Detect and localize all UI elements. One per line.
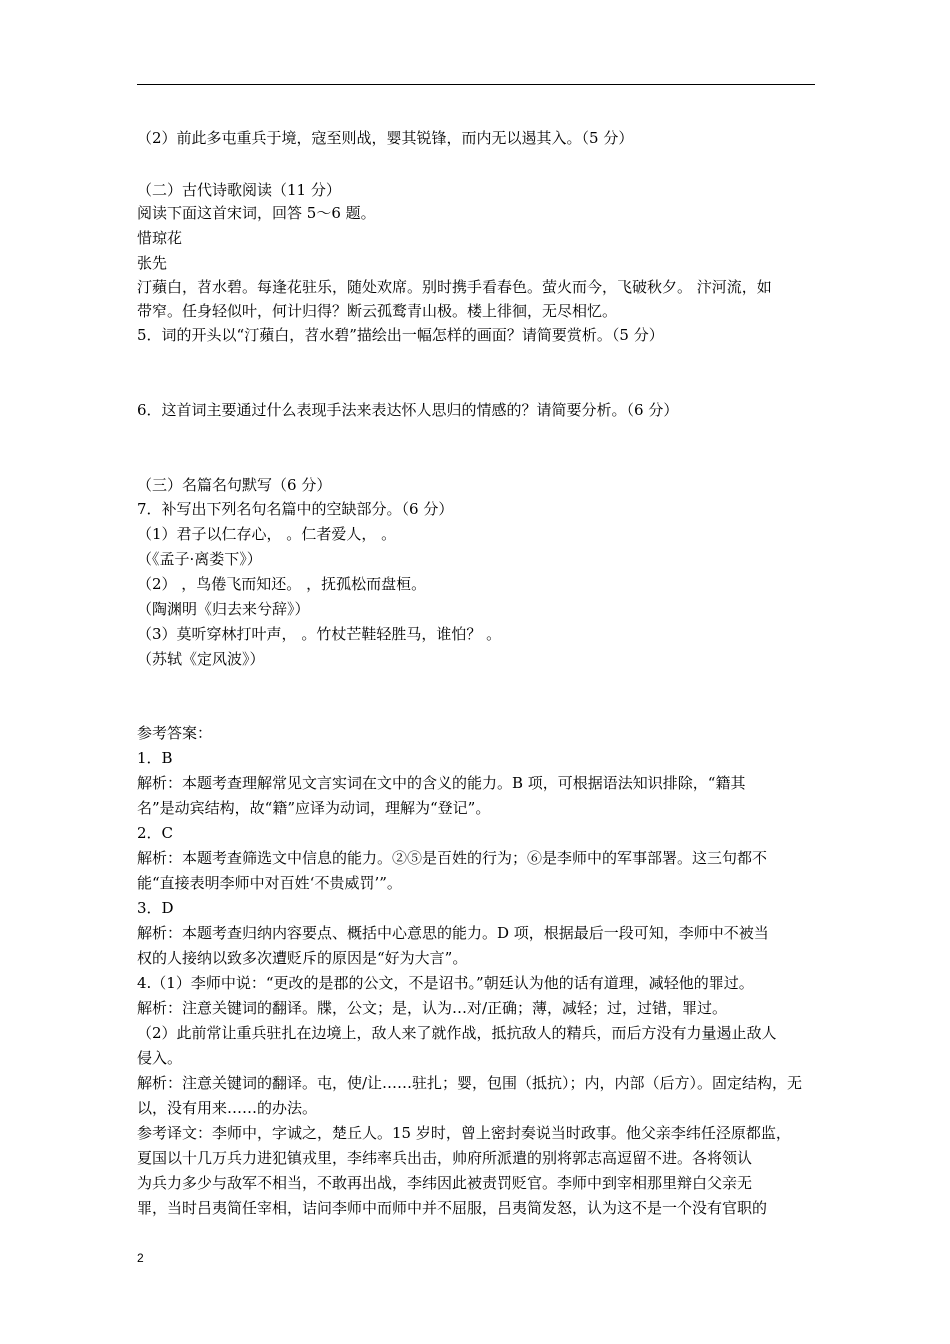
text-line: 3．D: [137, 899, 174, 917]
text-line: 为兵力多少与敌军不相当，不敢再出战，李纬因此被责罚贬官。李师中到宰相那里辩白父亲无: [137, 1174, 753, 1192]
text-line: 夏国以十几万兵力进犯镇戎里，李纬率兵出击，帅府所派遣的别将郭志高逗留不进。各将领认: [137, 1149, 753, 1167]
text-line: （2）前此多屯重兵于境，寇至则战，婴其锐锋，而内无以遏其入。（5 分）: [137, 129, 634, 147]
text-line: （2） ，鸟倦飞而知还。 ，抚孤松而盘桓。: [137, 575, 427, 593]
text-line: 参考答案：: [137, 724, 213, 742]
text-line: 解析：本题考查筛选文中信息的能力。②⑤是百姓的行为；⑥是李师中的军事部署。这三句都不: [137, 849, 768, 867]
text-line: 汀蘋白，苕水碧。每逢花驻乐，随处欢席。别时携手看春色。萤火而今，飞破秋夕。 汴河流，如: [137, 278, 772, 296]
text-line: （三）名篇名句默写（6 分）: [137, 476, 332, 494]
text-line: （《孟子·离娄下》）: [137, 550, 262, 568]
text-line: 名”是动宾结构，故“籍”应译为动词，理解为“登记”。: [137, 799, 491, 817]
text-line: 带窄。任身轻似叶，何计归得？断云孤鹜青山极。楼上徘徊，无尽相忆。: [137, 302, 618, 320]
text-line: 7．补写出下列名句名篇中的空缺部分。（6 分）: [137, 500, 454, 518]
text-line: 5．词的开头以“汀蘋白，苕水碧”描绘出一幅怎样的画面？请简要赏析。（5 分）: [137, 326, 664, 344]
text-line: 能“直接表明李师中对百姓‘不贵威罚’”。: [137, 874, 402, 892]
text-line: 惜琼花: [137, 229, 183, 247]
text-line: 6．这首词主要通过什么表现手法来表达怀人思归的情感的？请简要分析。（6 分）: [137, 401, 679, 419]
text-line: 解析：本题考查归纳内容要点、概括中心意思的能力。D 项，根据最后一段可知，李师中不被当: [137, 924, 769, 942]
text-line: 解析：本题考查理解常见文言实词在文中的含义的能力。B 项，可根据语法知识排除，“籍其: [137, 774, 746, 792]
text-line: 权的人接纳以致多次遭贬斥的原因是“好为大言”。: [137, 949, 468, 967]
text-line: 参考译文：李师中，字诚之，楚丘人。15 岁时，曾上密封奏说当时政事。他父亲李纬任泾原都监，: [137, 1124, 791, 1142]
text-line: 解析：注意关键词的翻译。屯，使/让……驻扎；婴，包围（抵抗）；内，内部（后方）。固定结构，无: [137, 1074, 803, 1092]
text-line: （陶渊明《归去来兮辞》）: [137, 600, 310, 618]
text-line: 2．C: [137, 824, 174, 842]
text-line: 张先: [137, 254, 168, 272]
text-line: （1）君子以仁存心， 。仁者爱人， 。: [137, 525, 397, 543]
text-line: 罪，当时吕夷简任宰相，诘问李师中而师中并不屈服，吕夷简发怒，认为这不是一个没有官职的: [137, 1199, 768, 1217]
text-line: 解析：注意关键词的翻译。牒，公文；是，认为…对/正确；薄，减轻；过，过错，罪过。: [137, 999, 728, 1017]
text-line: 侵入。: [137, 1049, 183, 1067]
text-line: （3）莫听穿林打叶声， 。竹杖芒鞋轻胜马，谁怕？ 。: [137, 625, 502, 643]
text-line: （2）此前常让重兵驻扎在边境上，敌人来了就作战，抵抗敌人的精兵，而后方没有力量遏止敌人: [137, 1024, 777, 1042]
text-line: 1．B: [137, 749, 173, 767]
text-line: （二）古代诗歌阅读（11 分）: [137, 181, 341, 199]
text-line: 4.（1）李师中说：“更改的是郡的公文，不是诏书。”朝廷认为他的话有道理，减轻他的罪过。: [137, 974, 754, 992]
header-rule: [137, 84, 815, 85]
text-line: （苏轼《定风波》）: [137, 650, 265, 668]
page-number: 2: [137, 1251, 144, 1265]
text-line: 以，没有用来……的办法。: [137, 1099, 318, 1117]
text-line: 阅读下面这首宋词，回答 5～6 题。: [137, 204, 376, 222]
